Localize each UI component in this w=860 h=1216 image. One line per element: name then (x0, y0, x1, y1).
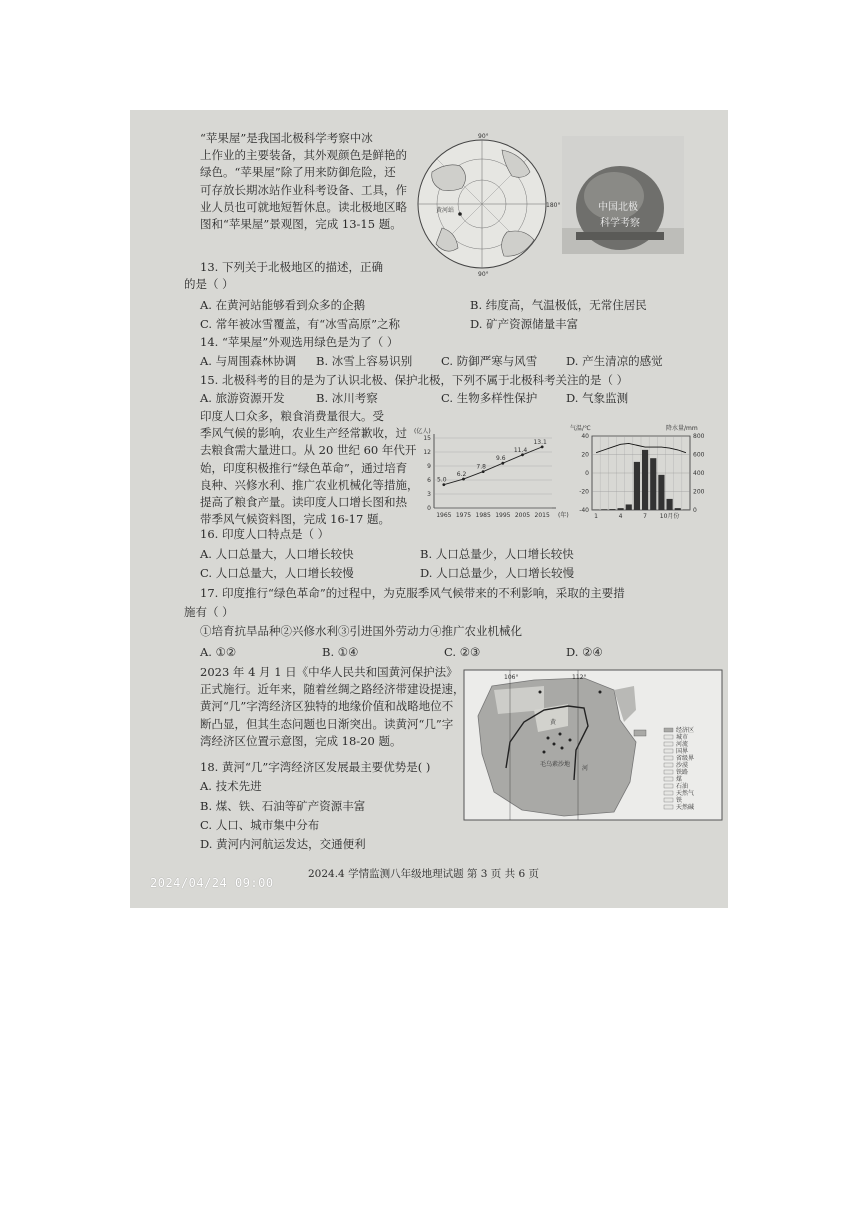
photo-timestamp: 2024/04/24 09:00 (150, 876, 274, 890)
population-line (444, 447, 542, 485)
legend-swatch (664, 784, 673, 788)
y-tick-label: 3 (427, 491, 431, 498)
apple-house-text-1: 中国北极 (598, 202, 638, 213)
station-label: 黄河站 (436, 207, 455, 214)
x-tick-label: 2005 (514, 512, 531, 519)
apple-house-photo (562, 136, 684, 254)
x-tick-label: 1995 (495, 512, 511, 519)
legend-swatch (664, 770, 673, 774)
arctic-map (412, 132, 562, 277)
data-label: 13.1 (533, 438, 547, 446)
legend-label: 国界 (676, 748, 689, 755)
x-tick-label: 2015 (534, 512, 550, 519)
intro-line: 黄河“几”字湾经济区独特的地缘价值和战略地位不 (200, 699, 454, 714)
q13-stem-2: 的是（ ） (184, 277, 234, 291)
intro-line: 带季风气候资料图，完成 16-17 题。 (200, 512, 390, 527)
legend-label: 石油 (676, 783, 689, 790)
lon-106-label: 106° (504, 674, 519, 681)
intro-line: “苹果屋”是我国北极科学考察中冰 (200, 131, 373, 145)
legend-label: 铁 (676, 797, 683, 804)
q14-stem: 14. “苹果屋”外观选用绿色是为了（ ） (200, 335, 399, 349)
intro-18-20 (200, 664, 465, 750)
temp-tick-label: 0 (585, 470, 589, 477)
legend-swatch (664, 735, 673, 739)
intro-line: 正式施行。近年来，随着丝绸之路经济带建设提速， (200, 682, 465, 697)
q13-option-b: B. 纬度高，气温极低，无常住居民 (470, 298, 647, 312)
legend-swatch (664, 742, 673, 746)
x-axis-label: (年) (558, 512, 569, 519)
precip-axis-label: 降水量/mm (666, 425, 698, 432)
month-tick-label: 10月份 (659, 513, 680, 520)
q17-option-a: A. ①② (200, 645, 237, 659)
data-label: 7.8 (476, 463, 486, 471)
q16-stem: 16. 印度人口特点是（ ） (200, 527, 330, 541)
legend-label: 经济区 (676, 727, 695, 734)
q15-option-d: D. 气象监测 (566, 391, 629, 405)
q15-option-a: A. 旅游资源开发 (200, 391, 285, 405)
y-tick-label: 9 (427, 463, 431, 470)
data-label: 5.0 (437, 476, 447, 484)
intro-13-15 (200, 130, 407, 233)
q16-option-c: C. 人口总量大，人口增长较慢 (200, 566, 354, 580)
y-tick-label: 6 (427, 477, 431, 484)
legend-label: 天然气 (676, 790, 695, 797)
temp-tick-label: -40 (579, 507, 589, 514)
legend-swatch (664, 749, 673, 753)
legend-swatch (664, 728, 673, 732)
q13-stem-1: 13. 下列关于北极地区的描述，正确 (200, 260, 383, 274)
data-label: 11.4 (513, 446, 528, 454)
yellow-river-bend-map (464, 670, 722, 820)
q18-option-a: A. 技术先进 (200, 779, 262, 793)
q18-option-d: D. 黄河内河航运发达，交通便利 (200, 837, 366, 851)
precip-bar (675, 508, 681, 510)
apple-house-text-2: 科学考察 (600, 218, 640, 229)
precip-bar (658, 475, 664, 510)
month-tick-label: 1 (594, 513, 598, 520)
legend-label: 省级界 (676, 755, 695, 762)
intro-line: 去粮食需大量进口。从 20 世纪 60 年代开 (200, 443, 417, 458)
exam-page (130, 110, 728, 908)
q13-option-a: A. 在黄河站能够看到众多的企鹅 (200, 298, 366, 312)
month-tick-label: 4 (618, 513, 623, 520)
india-population-chart (412, 424, 569, 524)
q17-option-c: C. ②③ (444, 645, 481, 659)
intro-line: 始，印度积极推行“绿色革命”，通过培育 (200, 460, 408, 475)
temp-tick-label: 40 (581, 433, 589, 440)
precip-bar (618, 508, 624, 510)
intro-line: 绿色。“苹果屋”除了用来防御危险，还 (200, 165, 396, 180)
q16-option-d: D. 人口总量少，人口增长较慢 (420, 566, 575, 580)
river-label-1: 黄 (550, 719, 557, 726)
desert-label: 毛乌素沙地 (540, 761, 571, 768)
intro-line: 良种、兴修水利、推广农业机械化等措施， (200, 477, 419, 492)
precip-bar (650, 458, 656, 510)
intro-line: 2023 年 4 月 1 日《中华人民共和国黄河保护法》 (200, 665, 458, 679)
lon-top-label: 90° (478, 133, 489, 140)
legend-label: 城市 (676, 734, 689, 741)
precip-tick-label: 600 (693, 451, 705, 459)
lon-112-label: 112° (572, 674, 587, 681)
y-axis-label: (亿人) (414, 428, 431, 435)
data-label: 9.6 (496, 455, 506, 463)
data-point (541, 445, 544, 448)
x-tick-label: 1975 (455, 512, 472, 519)
q18-option-c: C. 人口、城市集中分布 (200, 818, 320, 832)
legend-swatch (664, 791, 673, 795)
q16-option-a: A. 人口总量大，人口增长较快 (200, 547, 354, 561)
legend-label: 煤 (676, 776, 683, 783)
legend-swatch (664, 777, 673, 781)
q16-option-b: B. 人口总量少，人口增长较快 (420, 547, 574, 561)
data-point (462, 478, 465, 481)
q13-option-c: C. 常年被冰雪覆盖，有“冰雪高原”之称 (200, 317, 400, 331)
lon-bottom-label: 90° (478, 271, 489, 278)
precip-tick-label: 400 (693, 470, 705, 477)
q14-option-c: C. 防御严寒与风雪 (441, 354, 538, 368)
legend-swatch (664, 763, 673, 767)
data-point (482, 470, 485, 473)
x-tick-label: 1985 (475, 512, 491, 519)
q17-option-d: D. ②④ (566, 645, 603, 659)
q18-option-b: B. 煤、铁、石油等矿产资源丰富 (200, 799, 366, 813)
q17-stem-2: 施有（ ） (184, 605, 234, 619)
intro-line: 上作业的主要装备，其外观颜色是鲜艳的 (200, 148, 407, 163)
legend-swatch (664, 805, 673, 809)
india-climate-chart (570, 422, 720, 522)
precip-tick-label: 0 (693, 507, 697, 514)
q14-option-d: D. 产生清凉的感觉 (566, 354, 663, 368)
legend-label: 铁路 (676, 769, 689, 776)
x-tick-label: 1965 (436, 512, 452, 519)
y-tick-label: 15 (423, 435, 431, 442)
precip-bar (601, 509, 607, 510)
q15-stem: 15. 北极科考的目的是为了认识北极、保护北极，下列不属于北极科考关注的是（ ） (200, 373, 629, 387)
precip-tick-label: 200 (693, 488, 705, 496)
intro-line: 断凸显，但其生态问题也日渐突出。读黄河“几”字 (200, 716, 454, 731)
temp-tick-label: -20 (579, 488, 589, 496)
temp-tick-label: 20 (581, 451, 589, 459)
precip-bar (642, 450, 648, 510)
data-point (501, 462, 504, 465)
q15-option-b: B. 冰川考察 (316, 391, 378, 405)
intro-line: 印度人口众多，粮食消费量很大。受 (200, 409, 384, 423)
intro-line: 业人员也可就地短暂休息。读北极地区略 (200, 199, 407, 214)
y-tick-label: 12 (423, 449, 431, 456)
intro-line: 可存放长期冰站作业科考设备、工具，作 (200, 182, 407, 197)
q13-option-d: D. 矿产资源储量丰富 (470, 317, 579, 331)
data-point (442, 483, 445, 486)
q18-stem: 18. 黄河“几”字湾经济区发展最主要优势是( ) (200, 760, 431, 774)
precip-bar (667, 499, 673, 510)
legend-swatch (664, 798, 673, 802)
precip-bar (634, 462, 640, 510)
intro-line: 季风气候的影响，农业生产经常歉收，过 (200, 426, 407, 441)
precip-tick-label: 800 (693, 433, 705, 440)
q14-option-a: A. 与周围森林协调 (200, 354, 297, 368)
q15-option-c: C. 生物多样性保护 (441, 391, 538, 405)
q17-option-b: B. ①④ (322, 645, 359, 659)
month-tick-label: 7 (643, 513, 647, 520)
intro-line: 湾经济区位置示意图，完成 18-20 题。 (200, 733, 402, 748)
river-label-2: 河 (582, 765, 589, 772)
legend-label: 河流 (676, 741, 689, 748)
data-point (521, 453, 524, 456)
q17-statements: ①培育抗旱品种②兴修水利③引进国外劳动力④推广农业机械化 (200, 624, 522, 638)
intro-line: 提高了粮食产量。读印度人口增长图和热 (200, 495, 407, 510)
legend-swatch (664, 756, 673, 760)
precip-bar (626, 504, 632, 510)
intro-16-17 (200, 408, 419, 528)
q17-stem-1: 17. 印度推行“绿色革命”的过程中，为克服季风气候带来的不利影响，采取的主要措 (200, 586, 625, 600)
legend-label: 沙漠 (676, 762, 689, 769)
lon-right-label: 180° (546, 202, 561, 209)
page-footer: 2024.4 学情监测八年级地理试题 第 3 页 共 6 页 (308, 868, 539, 880)
y-tick-label: 0 (427, 505, 431, 512)
intro-line: 图和“苹果屋”景观图，完成 13-15 题。 (200, 217, 402, 232)
data-label: 6.2 (456, 471, 467, 479)
precip-bar (609, 509, 615, 510)
legend-label: 天然碱 (676, 804, 695, 811)
temp-axis-label: 气温/℃ (570, 425, 591, 432)
q14-option-b: B. 冰雪上容易识别 (316, 354, 413, 368)
